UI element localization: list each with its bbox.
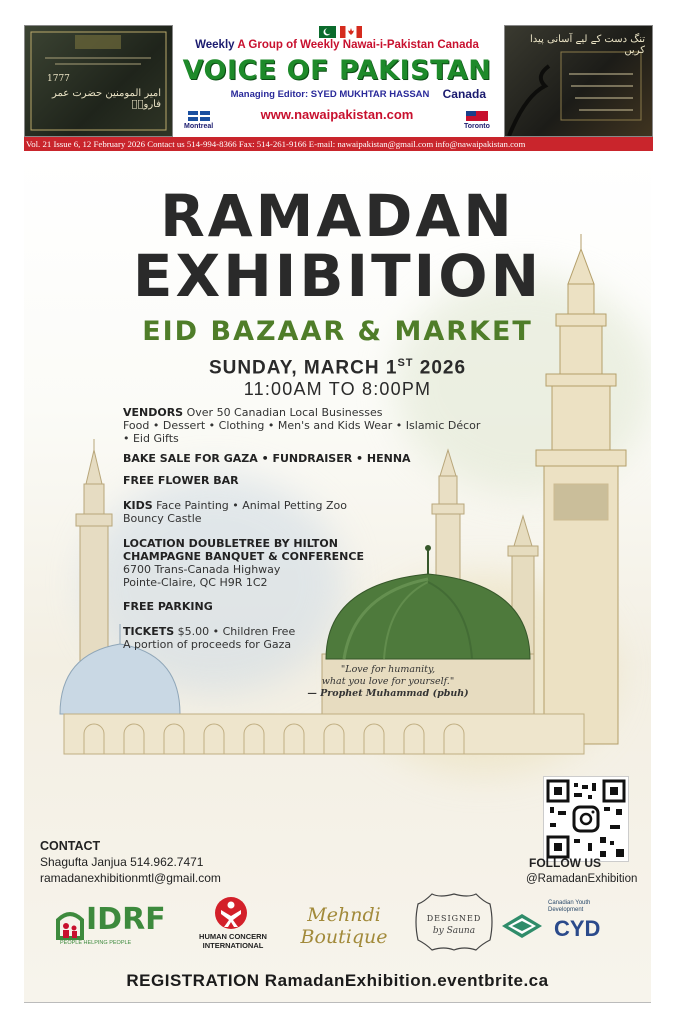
mehndi-text: Mehndi <box>307 904 381 926</box>
left-header-image <box>24 25 173 137</box>
vendors-list: Food • Dessert • Clothing • Men's and Kids Wear • Islamic Décor • Eid Gifts <box>123 419 481 445</box>
instagram-handle[interactable]: @RamadanExhibition <box>526 873 638 885</box>
right-header-image <box>504 25 653 137</box>
kids-line2: Bouncy Castle <box>123 512 202 525</box>
cyd-book-icon <box>500 910 544 942</box>
masthead-block <box>174 25 500 135</box>
idrf-family-icon <box>56 906 84 940</box>
kids-line <box>123 500 483 513</box>
montreal-badge <box>184 111 213 130</box>
issue-info-bar: Vol. 21 Issue 6, 12 February 2026 Contact us 514-994-8366 Fax: 514-261-9166 E-mail: nawaipakistan@gmail.com info@nawaipakistan.com <box>24 137 653 151</box>
poster-title-line1: RAMADAN <box>160 182 515 250</box>
quebec-flag-icon <box>188 111 210 121</box>
page-divider <box>24 1002 651 1003</box>
cyd-logo[interactable] <box>500 896 620 954</box>
tagline-weekly: Weekly <box>195 39 235 51</box>
idrf-tagline: PEOPLE HELPING PEOPLE <box>60 940 132 946</box>
managing-editor: Managing Editor: SYED MUKHTAR HASSAN <box>230 89 430 100</box>
contact-block <box>40 838 221 886</box>
parking-line <box>123 601 483 614</box>
event-date-suffix: ST <box>397 357 414 369</box>
tickets-note: A portion of proceeds for Gaza <box>123 638 292 651</box>
right-box-urdu: تنگ دست کے لیے آسانی پیدا کریں <box>530 34 645 56</box>
flower-bar-line <box>123 475 483 488</box>
parking-text: FREE PARKING <box>123 600 213 613</box>
prophet-quote <box>288 664 488 700</box>
vendors-label: VENDORS <box>123 406 184 419</box>
follow-block <box>526 856 639 885</box>
ontario-flag-icon <box>466 111 488 121</box>
city-toronto: Toronto <box>464 123 490 130</box>
event-time: 11:00AM TO 8:00PM <box>243 379 432 399</box>
quote-author: — Prophet Muhammad (pbuh) <box>307 688 469 699</box>
location-venue-text: CHAMPAGNE BANQUET & CONFERENCE <box>123 550 364 563</box>
left-box-number: 1777 <box>47 74 70 84</box>
quote-line1: "Love for humanity, <box>340 664 436 675</box>
vendors-line <box>123 407 483 420</box>
ramadan-poster <box>24 154 651 1002</box>
newspaper-website[interactable]: www.nawaipakistan.com <box>260 107 414 122</box>
qr-code[interactable] <box>543 776 629 862</box>
human-concern-logo[interactable] <box>184 896 282 954</box>
kids-label: KIDS <box>123 499 153 512</box>
bake-sale-text: BAKE SALE FOR GAZA • FUNDRAISER • HENNA <box>123 452 411 465</box>
event-date-year: 2026 <box>413 357 467 379</box>
designed-text: DESIGNED <box>426 914 482 923</box>
human-concern-icon <box>214 896 248 930</box>
poster-title-line2: EXHIBITION <box>132 242 543 310</box>
flower-bar-text: FREE FLOWER BAR <box>123 474 239 487</box>
arcade-icon <box>64 714 584 754</box>
masthead-title: VOICE OF PAKISTAN <box>182 55 492 86</box>
poster-subtitle: EID BAZAAR & MARKET <box>142 316 533 347</box>
event-date-main: SUNDAY, MARCH 1 <box>208 357 398 379</box>
tickets-text: $5.00 • Children Free <box>177 625 296 638</box>
location-city: Pointe-Claire, QC H9R 1C2 <box>123 576 268 589</box>
designed-logo[interactable] <box>412 896 496 954</box>
location-venue <box>123 551 483 564</box>
bake-sale-line <box>123 453 483 466</box>
quote-line2: what you love for yourself." <box>321 676 455 687</box>
tickets-label: TICKETS <box>123 625 175 638</box>
canada-flag-icon <box>340 26 362 38</box>
contact-email[interactable]: ramadanexhibitionmtl@gmail.com <box>40 871 221 885</box>
event-date <box>24 357 651 379</box>
left-box-urdu: امیر المومنین حضرت عمر فاروقؓ <box>51 88 161 110</box>
location-label <box>123 538 483 551</box>
city-montreal: Montreal <box>184 123 214 130</box>
boutique-text: Boutique <box>300 926 388 948</box>
left-minaret-icon <box>76 439 112 664</box>
tagline-group: A Group of Weekly Nawai-i-Pakistan Canada <box>237 39 479 51</box>
vendors-text: Over 50 Canadian Local Businesses <box>186 406 383 419</box>
designed-by-text: by Sauna <box>432 926 476 936</box>
toronto-badge <box>464 111 490 130</box>
tagline <box>174 39 500 51</box>
qr-code-icon <box>544 777 628 861</box>
idrf-text: IDRF <box>86 902 166 937</box>
flags <box>314 26 364 38</box>
cyd-subtitle: Canadian Youth Development <box>548 900 591 913</box>
human-concern-text: HUMAN CONCERN INTERNATIONAL <box>199 932 267 950</box>
cyd-text: CYD <box>554 916 601 941</box>
kids-text: Face Painting • Animal Petting Zoo <box>156 499 347 512</box>
sponsor-logos <box>24 896 651 956</box>
location-address: 6700 Trans-Canada Highway <box>123 563 281 576</box>
location-label-text: LOCATION DOUBLETREE BY HILTON <box>123 537 338 550</box>
tickets-line <box>123 626 483 639</box>
idrf-logo[interactable] <box>56 896 176 954</box>
follow-label: FOLLOW US <box>529 856 601 870</box>
mehndi-boutique-logo[interactable] <box>292 896 396 954</box>
right-minaret-icon <box>536 234 626 744</box>
registration-link[interactable]: REGISTRATION RamadanExhibition.eventbrite.ca <box>126 971 549 990</box>
contact-label: CONTACT <box>40 839 101 853</box>
contact-name-phone[interactable]: Shagufta Janjua 514.962.7471 <box>40 855 204 869</box>
pakistan-flag-icon <box>314 26 336 38</box>
masthead-country: Canada <box>442 87 486 101</box>
